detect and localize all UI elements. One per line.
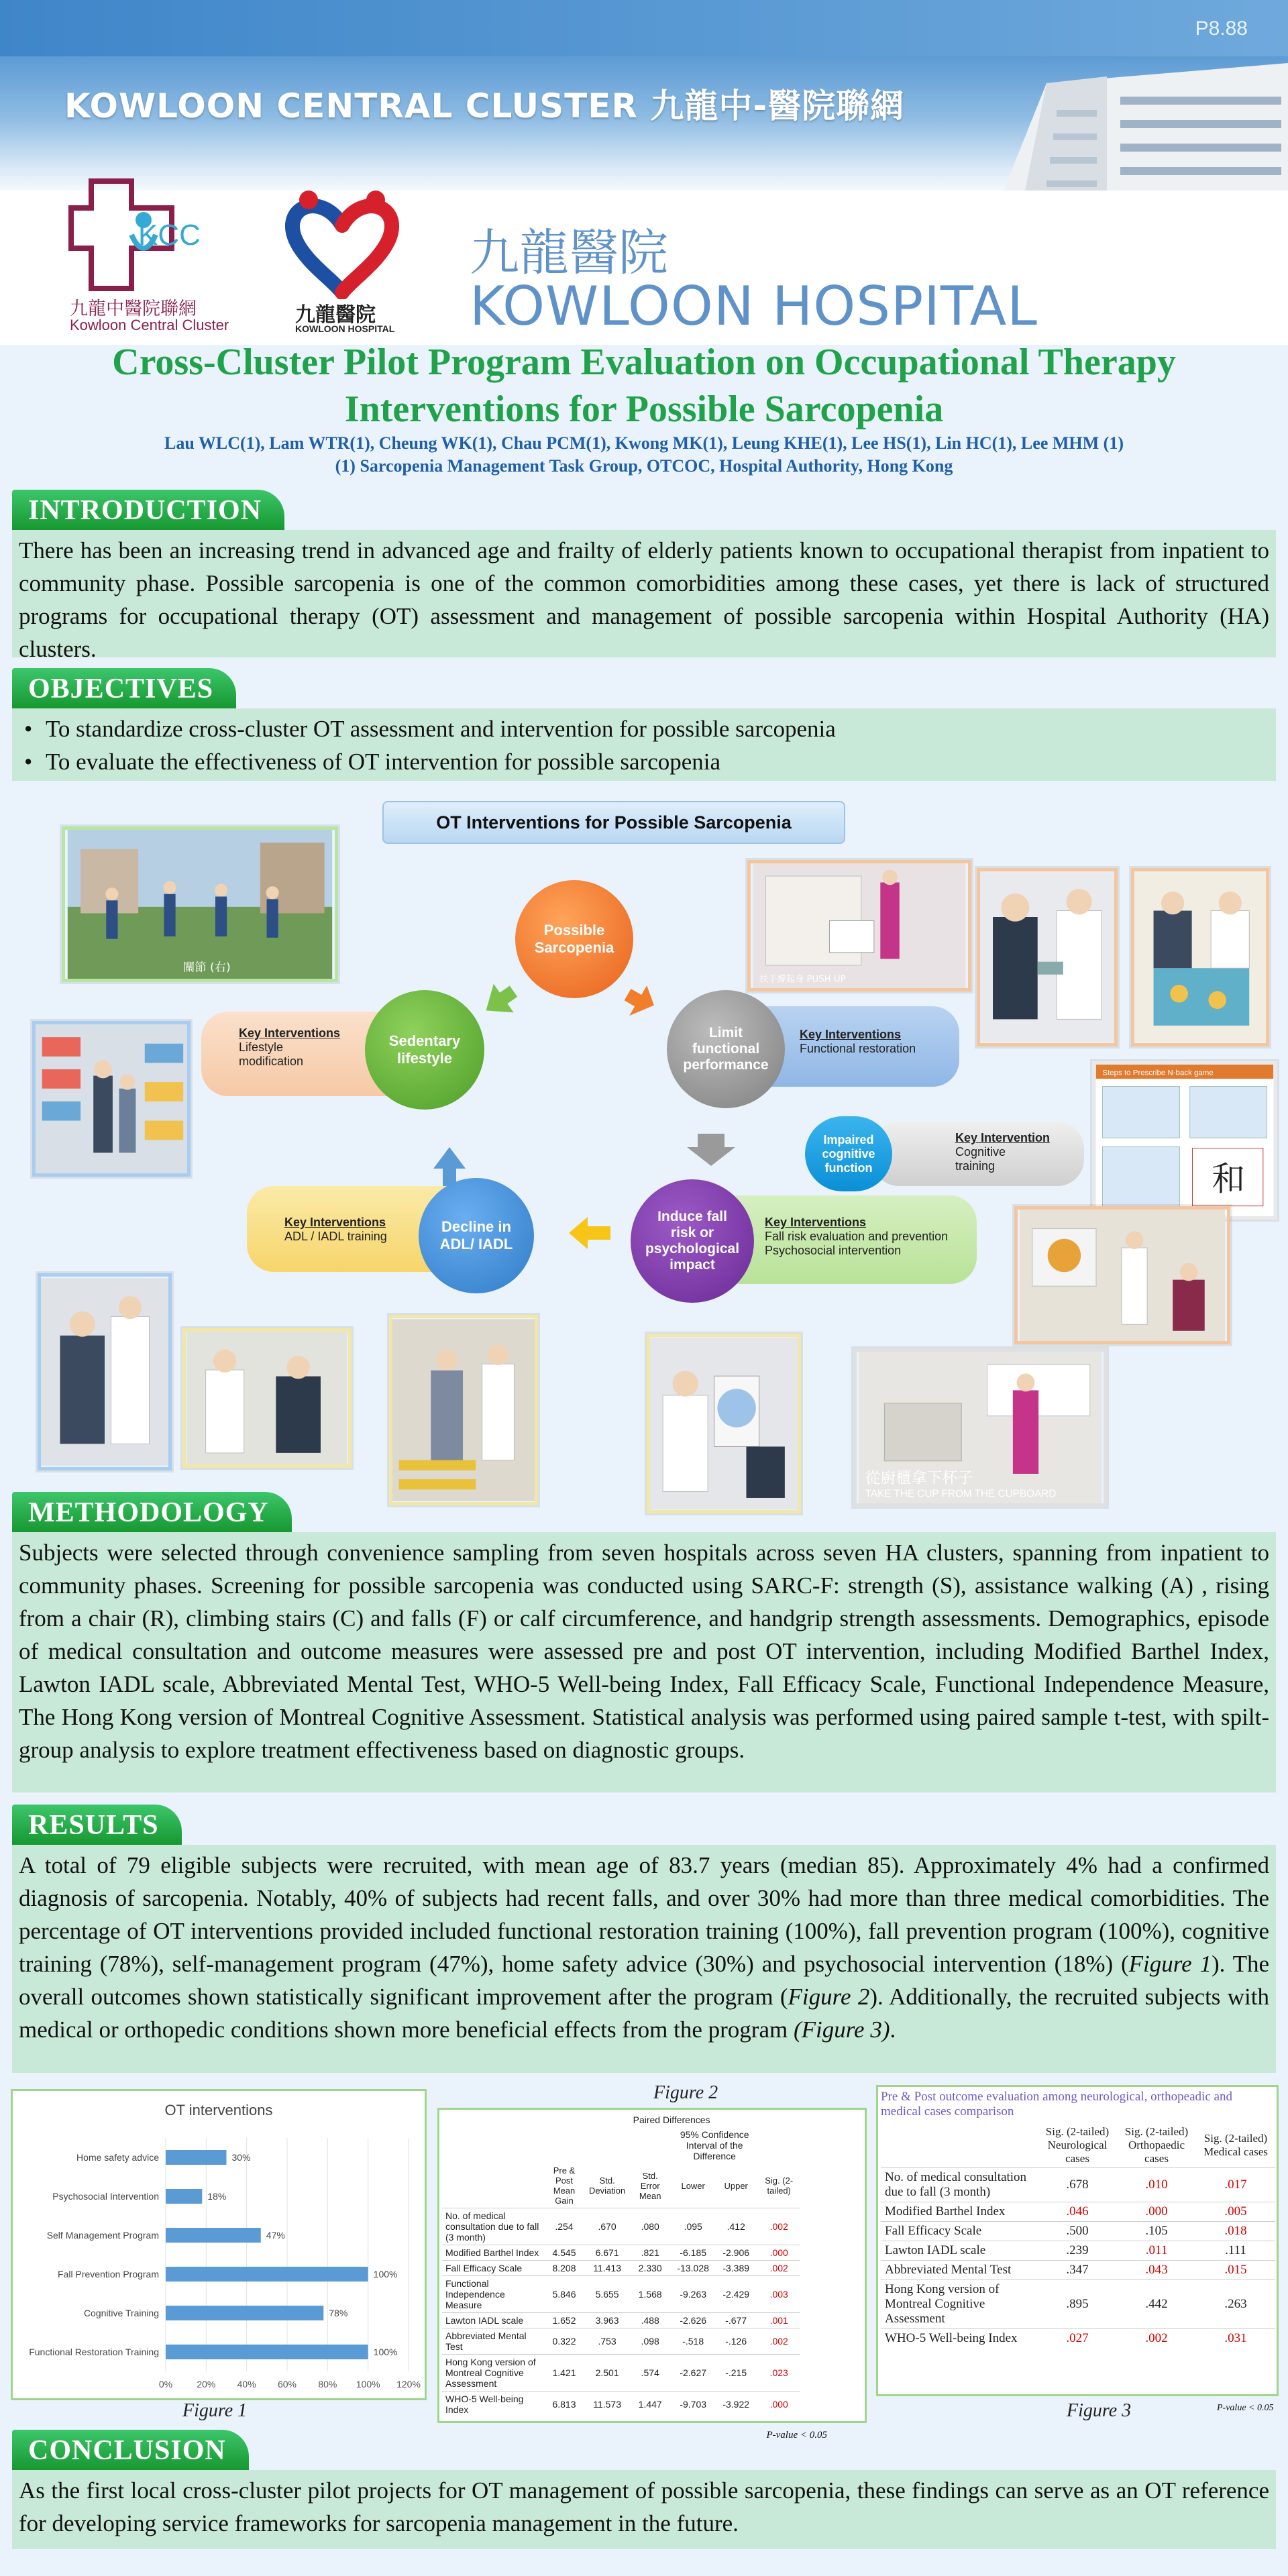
objectives-box: [12, 708, 1276, 781]
affiliation: (1) Sarcopenia Management Task Group, OTCOC, Hospital Authority, Hong Kong: [335, 456, 953, 476]
table-cell: .017: [1196, 2168, 1275, 2202]
table-cell: -2.626: [672, 2313, 714, 2328]
diagram-title: OT Interventions for Possible Sarcopenia: [382, 801, 845, 844]
table-cell: .111: [1196, 2241, 1275, 2261]
figure-3-reference: (Figure 3): [793, 2017, 890, 2043]
figure-2-table: [442, 2112, 800, 2417]
table-cell: .678: [1038, 2168, 1117, 2202]
row-label: WHO-5 Well-being Index: [442, 2392, 543, 2418]
table-cell: -.518: [672, 2328, 714, 2355]
fall-risk-node: Induce fall risk or psychological impact: [631, 1179, 754, 1303]
figure-3-panel: [876, 2085, 1279, 2396]
figure-3-caption: Figure 3: [1067, 2400, 1132, 2421]
table-cell: .031: [1196, 2329, 1275, 2349]
kowloon-hospital-logo-chinese: 九龍醫院: [295, 303, 376, 327]
kowloon-hospital-logo-picture: [268, 185, 416, 299]
svg-text:Steps to Prescribe N-back game: Steps to Prescribe N-back game: [1102, 1069, 1214, 1077]
possible-sarcopenia-node: Possible Sarcopenia: [515, 880, 633, 998]
x-tick-label: 100%: [356, 2379, 380, 2390]
table-cell: .023: [757, 2355, 800, 2392]
intervention-text: Cognitive: [955, 1145, 1006, 1159]
intervention-text: modification: [239, 1055, 304, 1068]
key-intervention-label: Key Intervention: [955, 1131, 1051, 1144]
row-label: Lawton IADL scale: [442, 2313, 543, 2328]
arrow-icon: [687, 1134, 735, 1166]
table-cell: .670: [586, 2208, 629, 2245]
table-cell: -3.922: [714, 2392, 757, 2418]
x-tick-label: 120%: [396, 2379, 421, 2390]
methodology-heading: METHODOLOGY: [12, 1492, 292, 1534]
x-tick-label: 40%: [237, 2379, 256, 2390]
table-cell: -9.263: [672, 2276, 714, 2313]
column-header: Pre & Post Mean Gain: [553, 2165, 576, 2206]
results-text-part: .: [890, 2017, 896, 2043]
table-row: [442, 2355, 800, 2392]
hospital-name-chinese: 九龍醫院: [470, 224, 668, 282]
table-cell: .080: [629, 2208, 672, 2245]
row-label: WHO-5 Well-being Index: [881, 2329, 1038, 2349]
data-label: 78%: [329, 2308, 348, 2318]
svg-text:從廚櫃拿下杯子: 從廚櫃拿下杯子: [865, 1469, 973, 1487]
conclusion-text: As the first local cross-cluster pilot projects for OT management of possible sarcopenia, these findings can serve as an OT reference for developing service frameworks for sarcopenia management in the future.: [12, 2470, 1276, 2549]
row-label: Fall Efficacy Scale: [881, 2222, 1038, 2241]
table-cell: .263: [1196, 2280, 1275, 2329]
table-cell: -13.028: [672, 2261, 714, 2276]
data-label: 18%: [207, 2191, 227, 2202]
bar: [166, 2306, 323, 2320]
table-cell: 3.963: [586, 2313, 629, 2328]
kowloon-hospital-logo-english: KOWLOON HOSPITAL: [295, 323, 395, 334]
top-bar: [0, 0, 1288, 56]
table-row: [881, 2261, 1275, 2280]
intervention-text: ADL / IADL training: [284, 1230, 387, 1243]
author-list: Lau WLC(1), Lam WTR(1), Cheung WK(1), Chau PCM(1), Kwong MK(1), Leung KHE(1), Lee HS(1), Lin HC(1), Lee MHM (1): [164, 433, 1124, 453]
bar: [166, 2228, 261, 2243]
row-label: Hong Kong version of Montreal Cognitive Assessment: [881, 2280, 1038, 2329]
decline-adl-node: Decline in ADL/ IADL: [419, 1178, 534, 1293]
data-label: 100%: [373, 2347, 398, 2357]
data-label: 30%: [231, 2152, 251, 2163]
intervention-text: Lifestyle: [239, 1040, 284, 1054]
table-cell: 1.568: [629, 2276, 672, 2313]
results-heading: RESULTS: [12, 1805, 182, 1846]
hospital-name-english: KOWLOON HOSPITAL: [470, 275, 1038, 337]
column-header: Sig. (2-tailed) Orthopaedic cases: [1124, 2125, 1189, 2165]
table-cell: .000: [757, 2392, 800, 2418]
limit-functional-node: Limit functional performance: [667, 990, 785, 1108]
table-row: [442, 2276, 800, 2313]
table-cell: -.215: [714, 2355, 757, 2392]
svg-text:關節 (右): 關節 (右): [183, 961, 231, 975]
arrow-icon: [619, 979, 661, 1024]
arrow-icon: [476, 977, 524, 1024]
category-label: Cognitive Training: [83, 2308, 159, 2318]
chart-title: OT interventions: [164, 2102, 273, 2118]
arrow-icon: [569, 1217, 610, 1249]
key-interventions-label: Key Interventions: [284, 1216, 386, 1229]
row-label: Lawton IADL scale: [881, 2241, 1038, 2261]
table-row: [442, 2245, 800, 2261]
bar: [166, 2150, 227, 2165]
table-cell: -2.429: [714, 2276, 757, 2313]
figure-1-caption: Figure 1: [182, 2400, 248, 2421]
table-cell: 11.413: [586, 2261, 629, 2276]
table-row: [442, 2261, 800, 2276]
x-tick-label: 20%: [197, 2379, 216, 2390]
row-label: Hong Kong version of Montreal Cognitive Assessment: [442, 2355, 543, 2392]
row-label: Abbreviated Mental Test: [442, 2328, 543, 2355]
table-cell: 11.573: [586, 2392, 629, 2418]
table-row: [442, 2208, 800, 2245]
poster-code: P8.88: [1195, 17, 1248, 40]
confidence-interval-header: 95% Confidence Interval of the Difference: [680, 2129, 749, 2161]
table-row: [881, 2168, 1275, 2202]
row-label: Modified Barthel Index: [442, 2245, 543, 2261]
table-cell: .002: [1117, 2329, 1196, 2349]
intervention-text: training: [955, 1159, 996, 1173]
row-label: Functional Independence Measure: [442, 2276, 543, 2313]
svg-text:KCC: KCC: [138, 219, 201, 252]
table-cell: -.126: [714, 2328, 757, 2355]
table-row: [442, 2392, 800, 2418]
ot-interventions-diagram: [0, 785, 1288, 1523]
table-cell: 4.545: [543, 2245, 586, 2261]
table-cell: 0.322: [543, 2328, 586, 2355]
paired-differences-header: Paired Differences: [633, 2114, 710, 2125]
impaired-cognitive-node: Impaired cognitive function: [805, 1116, 892, 1191]
table-cell: .895: [1038, 2280, 1117, 2329]
category-label: Fall Prevention Program: [58, 2269, 159, 2279]
cycle-arrows: [0, 785, 1288, 1523]
column-header: Sig. (2-tailed) Neurological cases: [1045, 2125, 1110, 2165]
table-cell: 1.652: [543, 2313, 586, 2328]
figure-1-panel: [11, 2089, 427, 2400]
table-cell: .011: [1117, 2241, 1196, 2261]
objectives-list: [19, 712, 1269, 778]
table-cell: .347: [1038, 2261, 1117, 2280]
table-cell: .098: [629, 2328, 672, 2355]
category-label: Psychosocial Intervention: [52, 2191, 159, 2202]
cognitive-interventions-pill: [872, 1122, 1084, 1186]
table-cell: .005: [1196, 2202, 1275, 2222]
table-cell: -2.627: [672, 2355, 714, 2392]
objective-item: • To standardize cross-cluster OT assessment and intervention for possible sarcopenia: [19, 712, 1269, 745]
table-cell: .010: [1117, 2168, 1196, 2202]
figure-2-reference: Figure 2: [788, 1984, 870, 2010]
figure-2-caption: Figure 2: [653, 2082, 718, 2103]
results-text-part: ). Additionally, the recruited subjects with medical or orthopedic conditions shown more beneficial effects from the program: [19, 1984, 1269, 2043]
intervention-text: Functional restoration: [800, 1042, 916, 1055]
poster-title-line-2: Interventions for Possible Sarcopenia: [344, 388, 944, 430]
svg-text:和: 和: [1212, 1159, 1246, 1199]
introduction-text: There has been an increasing trend in advanced age and frailty of elderly patients known to occupational therapist from inpatient to community phase. Possible sarcopenia is one of the common comorbidities among these cases, yet there is lack of structured programs for occupational therapy (OT) assessment and management of possible sarcopenia within Hospital Authority (HA) clusters.: [12, 530, 1276, 657]
table-cell: .002: [757, 2328, 800, 2355]
table-cell: .254: [543, 2208, 586, 2245]
column-header: Lower: [681, 2180, 705, 2191]
row-label: Abbreviated Mental Test: [881, 2261, 1038, 2280]
objective-item: • To evaluate the effectiveness of OT intervention for possible sarcopenia: [19, 745, 1269, 778]
conclusion-heading: CONCLUSION: [12, 2430, 249, 2471]
table-row: [881, 2280, 1275, 2329]
intervention-text: Fall risk evaluation and prevention: [765, 1230, 949, 1243]
sedentary-lifestyle-node: Sedentary lifestyle: [365, 990, 484, 1110]
table-cell: .002: [757, 2261, 800, 2276]
table-cell: 5.655: [586, 2276, 629, 2313]
row-label: Modified Barthel Index: [881, 2202, 1038, 2222]
data-label: 47%: [266, 2230, 285, 2241]
results-text-part: A total of 79 eligible subjects were recruited, with mean age of 83.7 years (median 85). Approximately 4% had a confirmed diagnosis of sarcopenia. Notably, 40% of subjects had recent falls, and over 30% had more than three medical comorbidities. The percentage of OT interventions provided included functional restoration training (100%), fall prevention program (100%), cognitive training (78%), self-management program (47%), home safety advice (30%) and psychosocial intervention (18%) (: [19, 1852, 1269, 1977]
figure-3-table: [881, 2123, 1275, 2348]
results-text-part: ). The overall outcomes shown statistically significant improvement after the program (: [19, 1951, 1269, 2010]
kcc-name-english: Kowloon Central Cluster: [70, 317, 229, 333]
row-label: No. of medical consultation due to fall (3 month): [442, 2208, 543, 2245]
table-cell: 8.208: [543, 2261, 586, 2276]
category-label: Home safety advice: [76, 2152, 159, 2163]
table-cell: .000: [757, 2245, 800, 2261]
bar: [166, 2267, 368, 2282]
column-header: Std. Error Mean: [639, 2170, 661, 2201]
key-interventions-label: Key Interventions: [765, 1216, 867, 1229]
x-tick-label: 80%: [318, 2379, 337, 2390]
table-cell: .000: [1117, 2202, 1196, 2222]
figure-1-reference: Figure 1: [1128, 1951, 1212, 1977]
category-label: Self Management Program: [46, 2230, 159, 2241]
table-cell: .001: [757, 2313, 800, 2328]
table-cell: 6.813: [543, 2392, 586, 2418]
figure-3-p-value-note: P-value < 0.05: [1217, 2403, 1274, 2413]
table-row: [881, 2329, 1275, 2349]
table-cell: 2.330: [629, 2261, 672, 2276]
table-cell: .500: [1038, 2222, 1117, 2241]
table-cell: .412: [714, 2208, 757, 2245]
table-cell: 1.447: [629, 2392, 672, 2418]
table-cell: -6.185: [672, 2245, 714, 2261]
table-cell: .003: [757, 2276, 800, 2313]
table-cell: .027: [1038, 2329, 1117, 2349]
table-cell: 2.501: [586, 2355, 629, 2392]
bar: [166, 2345, 368, 2359]
cluster-title: KOWLOON CENTRAL CLUSTER 九龍中-醫院聯網: [64, 87, 905, 125]
intervention-text: Psychosocial intervention: [765, 1244, 902, 1257]
data-label: 100%: [373, 2269, 398, 2279]
poster-title-line-1: Cross-Cluster Pilot Program Evaluation on Occupational Therapy: [112, 341, 1176, 383]
figure-2-panel: [437, 2108, 867, 2440]
table-cell: .574: [629, 2355, 672, 2392]
row-label: Fall Efficacy Scale: [442, 2261, 543, 2276]
methodology-text: Subjects were selected through convenience sampling from seven hospitals across seven HA clusters, spanning from inpatient to community phases. Screening for possible sarcopenia was conducted using SARC-F: strength (S), assistance walking (A) , rising from a chair (R), climbing stairs (C) and falls (F) or calf circumference, and handgrip strength assessments. Demographics, episode of medical consultation and outcome measures were assessed pre and post OT intervention, including Modified Barthel Index, Lawton IADL scale, Abbreviated Mental Test, WHO-5 Well-being Index, Fall Efficacy Scale, Functional Independence Measure, The Hong Kong version of Montreal Cognitive Assessment. Statistical analysis was performed using paired sample t-test, with spilt-group analysis to explore treatment effectiveness based on diagnostic groups.: [12, 1532, 1276, 1792]
table-cell: .046: [1038, 2202, 1117, 2222]
table-row: [881, 2222, 1275, 2241]
svg-text:扶手撐起身 PUSH UP: 扶手撐起身 PUSH UP: [759, 974, 846, 985]
table-row: [442, 2313, 800, 2328]
table-cell: 5.846: [543, 2276, 586, 2313]
table-cell: .753: [586, 2328, 629, 2355]
kcc-name-chinese: 九龍中醫院聯網: [70, 299, 197, 319]
table-cell: .015: [1196, 2261, 1275, 2280]
table-cell: .002: [757, 2208, 800, 2245]
objectives-heading: OBJECTIVES: [12, 668, 236, 710]
introduction-heading: INTRODUCTION: [12, 490, 284, 531]
category-label: Functional Restoration Training: [29, 2347, 159, 2357]
column-header: Upper: [724, 2180, 748, 2191]
table-cell: .239: [1038, 2241, 1117, 2261]
table-cell: .105: [1117, 2222, 1196, 2241]
table-row: [881, 2241, 1275, 2261]
table-cell: .095: [672, 2208, 714, 2245]
figure-1-chart: [13, 2091, 425, 2398]
table-cell: .043: [1117, 2261, 1196, 2280]
row-label: No. of medical consultation due to fall (3 month): [881, 2168, 1038, 2202]
table-cell: 6.671: [586, 2245, 629, 2261]
table-cell: 1.421: [543, 2355, 586, 2392]
figure-3-title: Pre & Post outcome evaluation among neurological, orthopeadic and medical cases comparison: [881, 2090, 1232, 2118]
key-interventions-label: Key Interventions: [239, 1026, 341, 1040]
table-cell: -9.703: [672, 2392, 714, 2418]
x-tick-label: 60%: [277, 2379, 297, 2390]
table-cell: -3.389: [714, 2261, 757, 2276]
table-row: [442, 2328, 800, 2355]
table-cell: -.677: [714, 2313, 757, 2328]
table-cell: .821: [629, 2245, 672, 2261]
table-cell: .018: [1196, 2222, 1275, 2241]
column-header: Std. Deviation: [589, 2176, 626, 2196]
table-cell: .442: [1117, 2280, 1196, 2329]
key-interventions-label: Key Interventions: [800, 1028, 902, 1041]
bar: [166, 2189, 202, 2204]
table-cell: -2.906: [714, 2245, 757, 2261]
x-tick-label: 0%: [158, 2379, 173, 2390]
column-header: Sig. (2-tailed) Medical cases: [1203, 2132, 1268, 2158]
figure-2-p-value-note: P-value < 0.05: [766, 2430, 827, 2440]
results-text: [12, 1845, 1276, 2073]
table-cell: .488: [629, 2313, 672, 2328]
svg-text:TAKE THE CUP FROM THE CUPBOARD: TAKE THE CUP FROM THE CUPBOARD: [865, 1488, 1057, 1500]
column-header: Sig. (2-tailed): [765, 2176, 794, 2196]
table-row: [881, 2202, 1275, 2222]
